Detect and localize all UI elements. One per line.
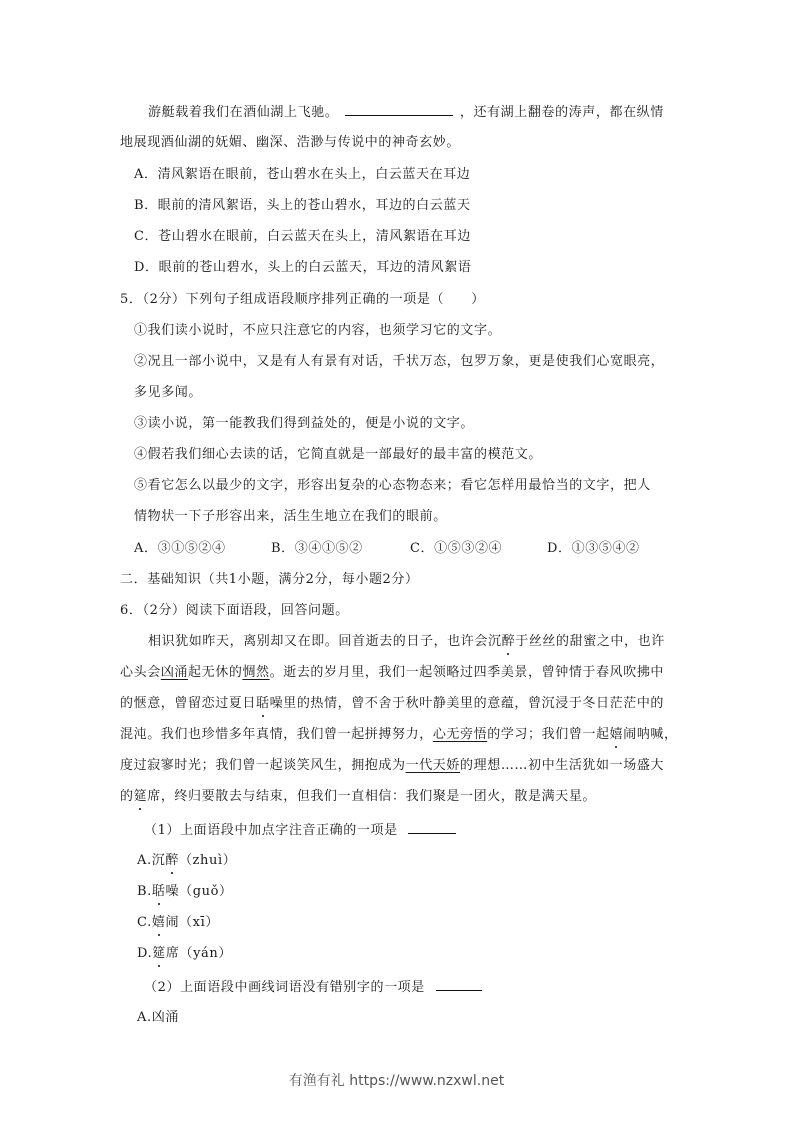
passage-text: 。逝去的岁月里，我们一起领略过四季美景，曾钟情于春风吹拂中 xyxy=(269,665,665,680)
passage-text: 混沌。我们也珍惜多年真情，我们曾一起拼搏努力， xyxy=(120,727,433,742)
q4-stem-text: ，还有湖上翻卷的涛声，都在纵情 xyxy=(459,105,664,120)
option-pinyin: （xī） xyxy=(179,915,219,930)
option-word: 噪 xyxy=(165,884,180,899)
q6-sub1-stem xyxy=(144,821,456,840)
q5-sentence-1: ①我们读小说时，不应只注意它的内容，也须学习它的文字。 xyxy=(134,323,502,338)
dotted-char: 醉 xyxy=(501,634,516,649)
q4-stem-text: 游艇载着我们在酒仙湖上飞驰。 xyxy=(148,105,339,120)
section-2-title: 二．基础知识（共1小题，满分2分，每小题2分） xyxy=(120,572,419,587)
q5-sentence-5-cont: 情物状一下子形容出来，活生生地立在我们的眼前。 xyxy=(134,509,447,524)
q6-passage-line1 xyxy=(148,633,665,651)
answer-blank[interactable] xyxy=(345,103,453,116)
q4-stem-line2: 地展现酒仙湖的妩媚、幽深、浩渺与传说中的神奇玄妙。 xyxy=(120,135,461,150)
passage-text: 的 xyxy=(120,789,134,804)
q6-passage-line3 xyxy=(120,695,664,713)
option-word: 闹 xyxy=(165,915,180,930)
passage-text: 心头会 xyxy=(120,665,161,680)
q6-passage-line6 xyxy=(120,788,596,806)
passage-text: 相识犹如昨天，离别却又在即。回首逝去的日子，也许会沉 xyxy=(148,634,502,649)
q6-passage-line2 xyxy=(120,664,664,682)
q4-option-c: C．苍山碧水在眼前，白云蓝天在头上，清风絮语在耳边 xyxy=(134,229,471,244)
dotted-char: 聒 xyxy=(256,696,270,711)
dotted-char: 嬉 xyxy=(609,727,624,742)
q5-option-b: B．③④①⑤② xyxy=(271,541,363,556)
sub2-stem-text: （2）上面语段中画线词语没有错别字的一项是 xyxy=(144,980,425,995)
underlined-word: 心无旁悟 xyxy=(432,727,488,742)
q5-sentence-3: ③读小说，第一能教我们得到益处的，便是小说的文字。 xyxy=(134,416,475,431)
q5-option-d: D．①③⑤④② xyxy=(547,541,640,556)
passage-text: 于丝丝的甜蜜之中，也许 xyxy=(515,634,665,649)
q4-stem-line1 xyxy=(148,103,664,122)
option-letter: D. xyxy=(137,946,153,961)
q5-sentence-2-cont: 多见多闻。 xyxy=(134,385,203,400)
q4-option-d: D．眼前的苍山碧水，头上的白云蓝天，耳边的清风絮语 xyxy=(134,260,472,275)
q5-sentence-2: ②况且一部小说中，又是有人有景有对话，千状万态，包罗万象，更是使我们心宽眼亮， xyxy=(134,354,665,369)
underlined-word: 一代天娇 xyxy=(405,758,461,773)
passage-text: 的理想……初中生活犹如一场盛大 xyxy=(460,758,665,773)
passage-text: 闹呐喊， xyxy=(623,727,678,742)
q6-sub1-option-a xyxy=(137,852,236,870)
option-pinyin: （guǒ） xyxy=(179,884,233,899)
answer-blank[interactable] xyxy=(436,978,482,991)
q5-option-a: A．③①⑤②④ xyxy=(134,541,226,556)
option-letter: A. xyxy=(137,853,152,868)
footer-watermark: 有渔有礼 https://www.nzxwl.net xyxy=(288,1073,505,1089)
q6-sub1-option-c xyxy=(137,914,219,932)
dotted-char: 筵 xyxy=(133,789,148,804)
q4-option-b: B．眼前的清风絮语，头上的苍山碧水，耳边的白云蓝天 xyxy=(134,198,471,213)
sub1-stem-text: （1）上面语段中加点字注音正确的一项是 xyxy=(144,823,398,838)
option-pinyin: （yán） xyxy=(179,946,232,961)
passage-text: 度过寂寥时光；我们曾一起谈笑风生，拥抱成为 xyxy=(120,758,406,773)
q6-passage-line4 xyxy=(120,726,678,744)
q5-stem: 5．（2分）下列句子组成语段顺序排列正确的一项是（ ） xyxy=(120,292,485,307)
dotted-char: 聒 xyxy=(151,884,166,899)
passage-text: 噪里的热情，曾不舍于秋叶静美里的意蕴，曾沉浸于冬日茫茫中的 xyxy=(269,696,665,711)
option-pinyin: （zhuì） xyxy=(178,853,237,868)
q6-stem: 6．（2分）阅读下面语段，回答问题。 xyxy=(120,603,349,618)
dotted-char: 醉 xyxy=(165,853,179,868)
q6-sub1-option-b xyxy=(137,883,233,901)
q5-sentence-4: ④假若我们细心去读的话，它简直就是一部最好的最丰富的模范文。 xyxy=(134,447,543,462)
passage-text: 的学习；我们曾一起 xyxy=(487,727,610,742)
q6-sub2-option-a: A.凶涌 xyxy=(137,1010,179,1025)
q4-option-a: A．清风絮语在眼前，苍山碧水在头上，白云蓝天在耳边 xyxy=(134,167,471,182)
underlined-word: 惆然 xyxy=(242,665,270,680)
q5-sentence-5: ⑤看它怎么以最少的文字，形容出复杂的心态物态来；看它怎样用最恰当的文字，把人 xyxy=(134,478,651,493)
option-letter: C. xyxy=(137,915,152,930)
option-letter: B. xyxy=(137,884,152,899)
passage-text: 席，终归要散去与结束，但我们一直相信：我们聚是一团火，散是满天星。 xyxy=(147,789,597,804)
passage-text: 起无休的 xyxy=(188,665,243,680)
dotted-char: 嬉 xyxy=(151,915,166,930)
option-word: 沉 xyxy=(151,853,166,868)
dotted-char: 筵 xyxy=(152,946,166,961)
q6-sub2-stem xyxy=(144,978,482,997)
underlined-word: 凶涌 xyxy=(160,665,189,680)
answer-blank[interactable] xyxy=(408,821,456,834)
passage-text: 的惬意，曾留恋过夏日 xyxy=(120,696,257,711)
q6-sub1-option-d xyxy=(137,945,232,963)
q6-passage-line5 xyxy=(120,757,664,775)
option-word: 席 xyxy=(165,946,180,961)
q5-option-c: C．①⑤③②④ xyxy=(410,541,503,556)
